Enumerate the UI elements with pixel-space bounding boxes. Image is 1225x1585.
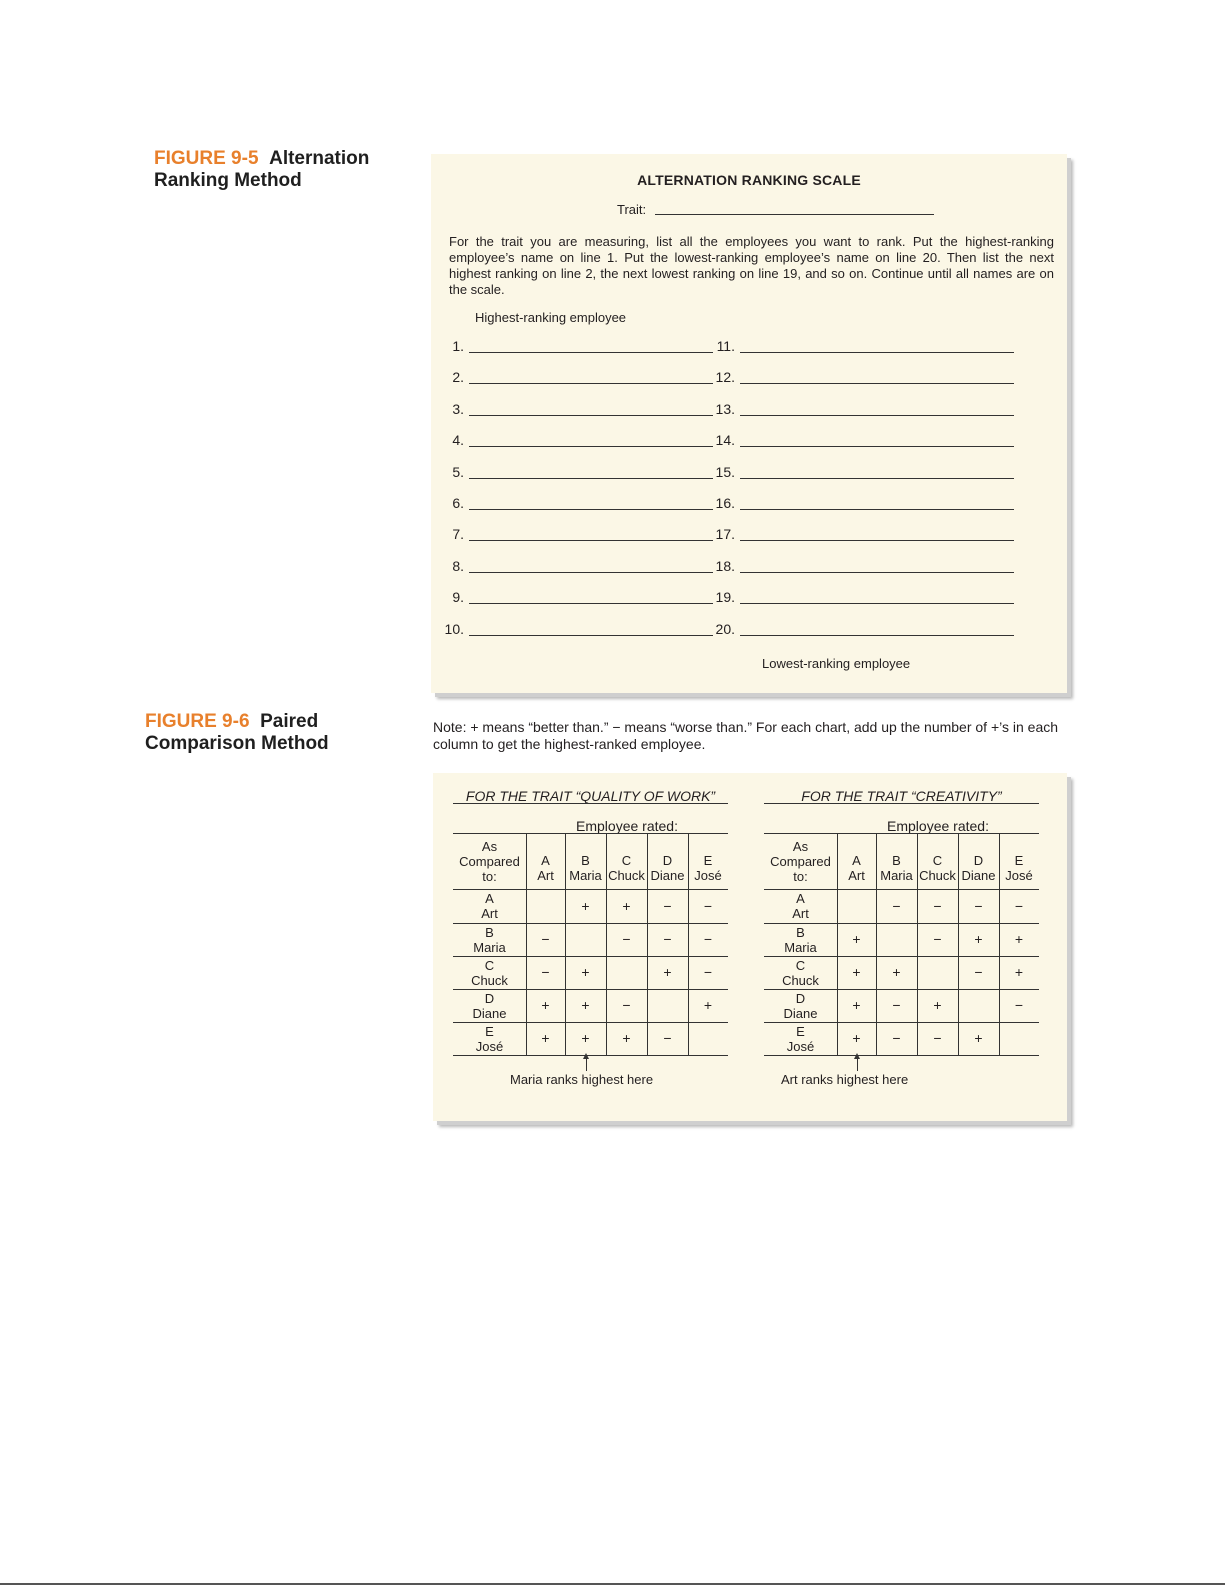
rank-blank-line [469,635,713,636]
rank-number: 6. [452,495,464,511]
rank-blank-line [469,509,713,510]
rank-number: 13. [715,400,735,417]
row-label-line: Maria [784,939,817,955]
rank-number: 3. [452,400,464,417]
highest-ranking-label: Highest-ranking employee [475,310,627,325]
column-header-line: Art [537,868,554,883]
rank-number: 17. [715,526,735,543]
row-label-line: D [484,990,495,1006]
rank-blank-line [469,540,713,541]
rank-blank-line [469,446,713,447]
comparison-mark: + [581,964,590,980]
row-label-line: A [485,891,494,906]
comparison-mark: + [541,1030,550,1046]
alternation-ranking-panel [431,154,1067,693]
row-label-line: José [786,1038,815,1054]
comparison-mark: − [541,931,550,947]
comparison-mark [647,989,688,1022]
row-label [453,1022,526,1055]
rank-line-3 [438,401,718,419]
row-label [764,989,837,1022]
chart-creativity [764,773,1054,1113]
row-label-line: Diane [783,1005,818,1021]
header-word: Compared [459,853,520,869]
comparison-mark: + [622,897,631,914]
comparison-mark: + [852,931,861,947]
paired-comparison-note: Note: + means “better than.” − means “worse than.” For each chart, add up the number of +’s in each column to get the highest-ranked employee. [433,719,1059,752]
row-label [764,956,837,989]
chart-quality-of-work [453,773,743,1113]
header-word: to: [793,868,808,884]
column-header-line: José [694,868,722,883]
trait-blank-line [655,214,934,215]
rank-line-20 [709,621,1039,639]
comparison-mark: − [974,964,983,980]
column-header-line: B [892,853,901,868]
rank-blank-line [740,572,1014,573]
rank-line-7 [438,526,718,544]
comparison-mark: − [933,931,942,947]
column-header-line: E [703,853,713,868]
comparison-mark: + [703,997,713,1013]
row-label [764,1022,837,1055]
row-label-line: B [796,924,805,940]
row-label [764,923,837,956]
figure-9-6-title-line2: Comparison Method [145,733,329,754]
rank-line-13 [709,401,1039,419]
figure-9-5-title-line1: Alternation [269,148,370,169]
rank-line-9 [438,589,718,607]
comparison-mark [876,923,917,956]
rank-line-17 [709,526,1039,544]
comparison-mark: + [581,997,590,1013]
comparison-mark: − [541,964,550,980]
rank-blank-line [740,446,1014,447]
comparison-mark: − [622,931,631,947]
rank-number: 5. [452,463,464,480]
row-label-line: D [795,990,806,1006]
comparison-mark [606,956,647,989]
column-header-line: José [1005,868,1033,883]
column-header [837,847,876,889]
comparison-mark: − [933,897,942,914]
employee-rated-label: Employee rated: [887,818,989,834]
row-label-line: Chuck [471,972,508,988]
column-header-line: E [1014,853,1024,868]
column-header [688,847,728,889]
rank-number: 18. [715,557,735,574]
comparison-mark [526,889,565,923]
comparison-mark: + [852,1030,861,1046]
comparison-mark: + [663,964,672,980]
rank-blank-line [469,415,713,416]
rank-line-18 [709,558,1039,576]
chart-title: FOR THE TRAIT “QUALITY OF WORK” [465,788,716,804]
row-label-line: C [795,957,806,973]
title-rule [764,803,1039,804]
column-header-line: Diane [650,868,685,883]
comparison-mark: + [852,964,861,980]
chart-title: FOR THE TRAIT “CREATIVITY” [801,788,1002,804]
rank-number: 15. [715,463,735,480]
comparison-mark: + [974,931,983,947]
figure-9-5-caption [154,148,369,192]
figure-9-6-caption [145,711,329,755]
header-word: As [792,838,809,854]
comparison-mark: + [1014,931,1024,947]
comparison-mark: + [892,964,901,980]
as-compared-to-header [453,833,526,889]
ranks-highest-note: Art ranks highest here [781,1072,909,1087]
rank-number: 1. [452,338,464,354]
rank-line-2 [438,369,718,387]
rank-blank-line [469,603,713,604]
column-header-line: Chuck [919,868,956,883]
row-label-line: B [485,924,494,940]
paired-comparison-panel [433,773,1067,1121]
row-label [453,923,526,956]
rank-blank-line [469,478,713,479]
rank-line-15 [709,464,1039,482]
comparison-mark: − [933,1030,942,1046]
rank-blank-line [740,635,1014,636]
figure-9-6-title-line1: Paired [260,711,319,732]
comparison-mark: − [1014,997,1024,1013]
rank-line-11 [709,338,1039,356]
column-header-line: Maria [569,868,602,883]
rank-number: 14. [715,432,735,449]
column-header-line: C [621,853,632,868]
row-label-line: A [796,891,805,906]
rank-number: 2. [452,369,464,386]
comparison-mark: + [974,1030,983,1046]
column-header [526,847,565,889]
rank-line-8 [438,558,718,576]
rank-blank-line [469,383,713,384]
comparison-mark: + [1014,964,1024,980]
arrow-shaft [586,1057,587,1071]
column-header [958,847,999,889]
comparison-mark: + [581,897,590,914]
comparison-mark: − [1014,897,1024,914]
comparison-mark: − [663,897,672,914]
rank-line-12 [709,369,1039,387]
rank-number: 11. [716,338,735,354]
column-header [647,847,688,889]
ranks-highest-note: Maria ranks highest here [510,1072,654,1087]
comparison-mark: − [974,897,983,914]
comparison-mark [999,1022,1039,1055]
rank-number: 20. [715,620,735,637]
comparison-mark: + [933,997,942,1013]
rank-number: 16. [715,495,735,511]
comparison-mark [688,1022,728,1055]
rank-number: 7. [452,526,464,543]
row-label-line: Art [481,906,498,921]
comparison-mark: − [703,964,713,980]
comparison-mark: + [622,1030,631,1046]
row-label-line: Art [792,906,809,921]
scale-title: ALTERNATION RANKING SCALE [637,172,861,188]
comparison-mark: − [892,897,901,914]
header-word: As [481,838,498,854]
column-header-line: Chuck [608,868,645,883]
comparison-mark [565,923,606,956]
column-header-line: D [662,853,673,868]
trait-label: Trait: [617,202,647,217]
rank-line-16 [709,495,1039,513]
figure-9-5-number: FIGURE 9-5 [154,148,259,169]
column-header [917,847,958,889]
column-header-line: Art [848,868,865,883]
comparison-mark: + [852,997,861,1013]
column-header-line: Diane [961,868,996,883]
rank-line-19 [709,589,1039,607]
rank-line-14 [709,432,1039,450]
rank-number: 12. [715,369,735,386]
row-label-line: E [485,1023,494,1039]
comparison-mark: − [703,897,713,914]
figure-9-5-title-line2: Ranking Method [154,170,302,191]
rank-line-6 [438,495,718,513]
comparison-mark: − [892,997,901,1013]
rank-line-4 [438,432,718,450]
instructions-text: For the trait you are measuring, list all the employees you want to rank. Put the highest-ranking employee’s name on line 1. Put the lowest-ranking employee’s name on line 20. Then list the next highest ranking on line 2, the next lowest ranking on line 19, and so on. Continue until all names are on the scale. [449,234,1054,297]
table-rule [764,1055,1039,1056]
row-label-line: José [475,1038,504,1054]
row-label [453,989,526,1022]
rank-number: 8. [452,557,464,574]
row-label [764,889,837,923]
lowest-ranking-label: Lowest-ranking employee [762,656,911,671]
comparison-mark: − [622,997,631,1013]
comparison-mark: − [663,1030,672,1046]
title-rule [453,803,728,804]
comparison-mark [958,989,999,1022]
rank-blank-line [740,415,1014,416]
arrow-shaft [857,1057,858,1071]
row-label [453,956,526,989]
header-word: Compared [770,853,831,869]
rank-line-5 [438,464,718,482]
row-label-line: Maria [473,939,506,955]
comparison-mark [837,889,876,923]
row-label-line: E [796,1023,805,1039]
rank-line-1 [438,338,718,356]
comparison-mark: − [892,1030,901,1046]
column-header [999,847,1039,889]
header-word: to: [482,868,497,884]
column-header-line: C [932,853,943,868]
rank-blank-line [740,540,1014,541]
row-label-line: Chuck [782,972,819,988]
rank-blank-line [469,572,713,573]
comparison-mark: + [581,1030,590,1046]
comparison-mark: + [541,997,550,1013]
figure-9-6-number: FIGURE 9-6 [145,711,250,732]
row-label [453,889,526,923]
comparison-mark: − [703,931,713,947]
rank-number: 9. [452,589,464,606]
column-header-line: B [581,853,590,868]
rank-number: 10. [444,620,464,637]
column-header [606,847,647,889]
rank-blank-line [469,352,713,353]
rank-number: 19. [715,589,735,606]
employee-rated-label: Employee rated: [576,818,678,834]
row-label-line: Diane [472,1005,507,1021]
comparison-mark: − [663,931,672,947]
row-label-line: C [484,957,495,973]
rank-blank-line [740,478,1014,479]
comparison-mark [917,956,958,989]
column-header-line: Maria [880,868,913,883]
rank-line-10 [438,621,718,639]
table-rule [453,1055,728,1056]
column-header-line: A [541,853,550,868]
column-header [565,847,606,889]
rank-blank-line [740,603,1014,604]
as-compared-to-header [764,833,837,889]
column-header-line: A [852,853,861,868]
column-header-line: D [973,853,984,868]
rank-blank-line [740,352,1014,353]
column-header [876,847,917,889]
rank-blank-line [740,383,1014,384]
rank-blank-line [740,509,1014,510]
rank-number: 4. [452,432,464,449]
